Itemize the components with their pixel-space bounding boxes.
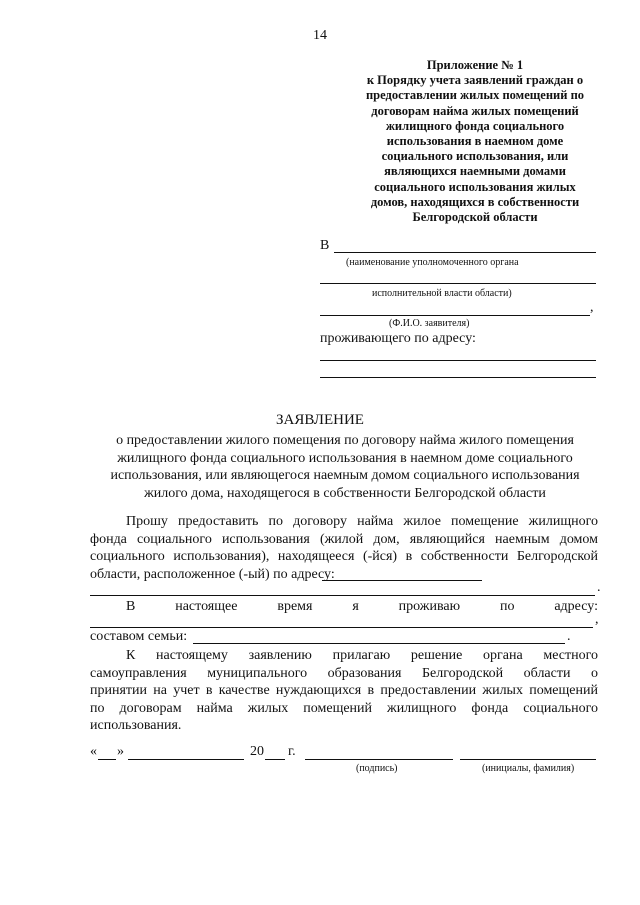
date-day-field[interactable]	[98, 759, 116, 760]
residence-word: настоящее	[175, 599, 238, 614]
current-address-field[interactable]	[90, 627, 593, 628]
request-line: фонда социального использования (жилой дом, являющийся наемным домом	[90, 531, 598, 547]
date-month-field[interactable]	[128, 759, 244, 760]
appendix-line: домов, находящихся в собственности	[370, 194, 580, 209]
organ-caption: (наименование уполномоченного органа	[346, 257, 519, 268]
fio-caption: (Ф.И.О. заявителя)	[389, 318, 470, 329]
document-subtitle	[90, 432, 600, 502]
address-field-2[interactable]	[320, 377, 596, 378]
residence-word: В	[126, 599, 136, 614]
appendix-line: Белгородской области	[412, 210, 538, 225]
attachment-line: использования.	[90, 718, 182, 733]
request-line: Прошу предоставить по договору найма жилое помещение жилищного	[126, 514, 598, 529]
address-field-1[interactable]	[320, 360, 596, 361]
residence-word: время	[277, 599, 313, 614]
residence-line	[90, 598, 598, 616]
date-quote-close: »	[117, 744, 124, 759]
date-year-suffix: г.	[288, 744, 296, 759]
appendix-line: являющихся наемными домами	[384, 164, 566, 179]
residing-label: проживающего по адресу:	[320, 331, 476, 346]
subtitle-line: жилого дома, находящегося в собственности Белгородской области	[144, 485, 546, 501]
appendix-line: жилищного фонда социального	[385, 118, 565, 133]
family-label: составом семьи:	[90, 629, 188, 644]
request-paragraph	[90, 513, 598, 583]
request-line: области, расположенное (-ый) по адресу:	[90, 566, 335, 582]
name-field[interactable]	[460, 759, 596, 760]
property-address-field[interactable]	[322, 580, 482, 581]
request-line: социального использования), находящееся (-йся) в собственности Белгородской	[90, 549, 598, 564]
signature-field[interactable]	[305, 759, 453, 760]
document-title: ЗАЯВЛЕНИЕ	[276, 412, 364, 428]
subtitle-line: использования, или являющегося наемным домом социального использования	[110, 468, 580, 483]
attachment-paragraph	[90, 647, 598, 735]
attachment-line: принятии на учет в качестве нуждающихся в предоставлении жилых помещений	[90, 683, 598, 698]
date-year-field[interactable]	[265, 759, 285, 760]
family-end-dot: .	[567, 629, 571, 644]
appendix-line: социального использования, или	[381, 149, 569, 164]
attachment-line: по договорам найма жилых помещений жилищного фонда социального	[90, 700, 598, 716]
fio-comma: ,	[590, 300, 594, 315]
request-end-dot: .	[597, 580, 601, 595]
authority-caption: исполнительной власти области)	[372, 288, 512, 299]
date-year-prefix: 20	[250, 744, 264, 759]
residence-word: проживаю	[398, 599, 461, 614]
attachment-line: самоуправления муниципального образования Белгородской области о	[90, 665, 598, 681]
residence-end-comma: ,	[595, 612, 599, 627]
subtitle-line: о предоставлении жилого помещения по договору найма жилого помещения	[116, 433, 574, 448]
page-number: 14	[313, 28, 327, 43]
residence-word: я	[352, 599, 359, 614]
appendix-line: к Порядку учета заявлений граждан о	[366, 73, 584, 88]
family-composition-field[interactable]	[193, 643, 565, 644]
appendix-header	[340, 58, 610, 225]
appendix-line: предоставлении жилых помещений по	[365, 88, 585, 103]
attachment-line: К настоящему заявлению прилагаю решение органа местного	[126, 648, 598, 663]
name-caption: (инициалы, фамилия)	[482, 763, 575, 774]
organ-name-field[interactable]	[334, 252, 596, 253]
applicant-name-field[interactable]	[320, 315, 590, 316]
subtitle-line: жилищного фонда социального использования в наемном доме социального	[117, 450, 573, 466]
appendix-line: социального использования жилых	[374, 179, 576, 194]
appendix-line: договорам найма жилых помещений	[371, 103, 579, 118]
appendix-line: использования в наемном доме	[386, 134, 564, 149]
appendix-line: Приложение № 1	[426, 58, 524, 72]
addressee-prefix: В	[320, 238, 330, 253]
residence-word: адресу:	[554, 599, 598, 614]
date-quote-open: «	[90, 744, 97, 759]
property-address-field-2[interactable]	[90, 595, 595, 596]
signature-caption: (подпись)	[356, 763, 398, 774]
organ-name-field-2[interactable]	[320, 283, 596, 284]
residence-word: по	[499, 599, 515, 614]
